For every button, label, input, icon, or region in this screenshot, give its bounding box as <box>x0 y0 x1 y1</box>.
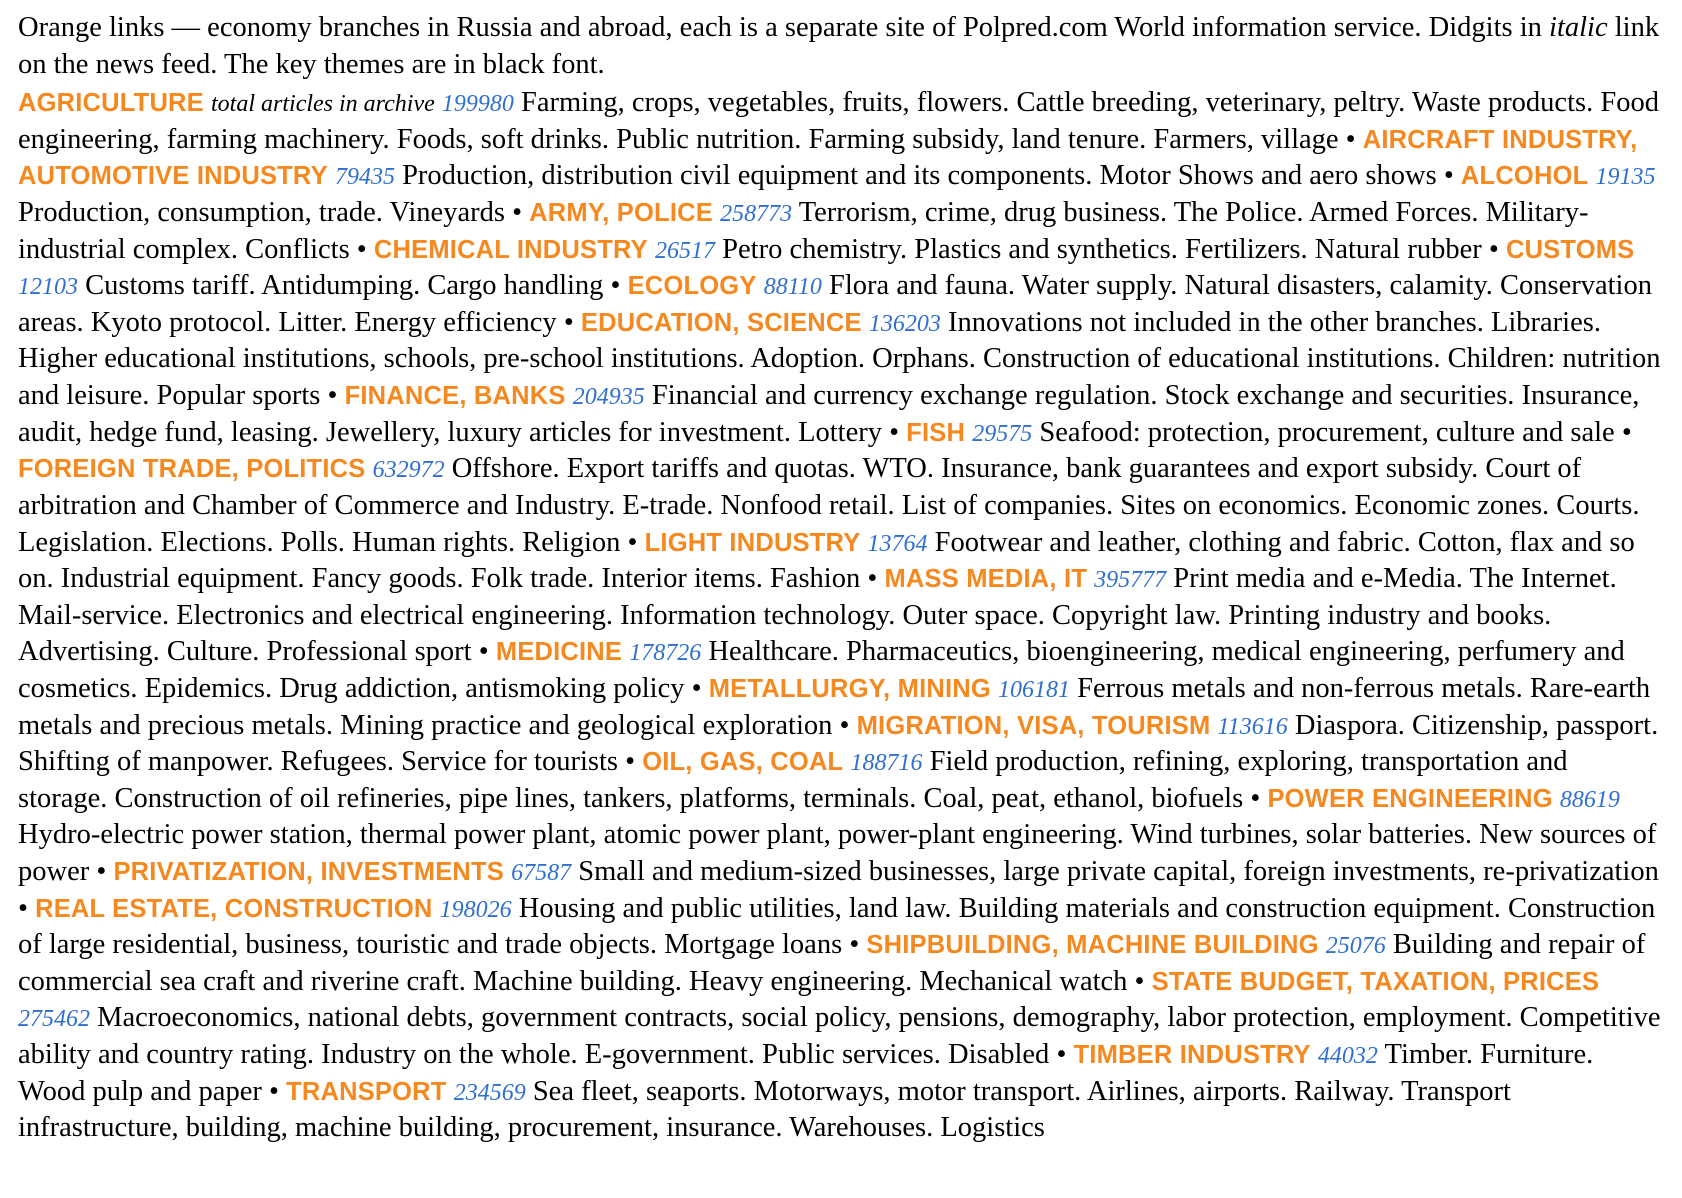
branch-link[interactable]: MIGRATION, VISA, TOURISM <box>856 711 1211 740</box>
branch-article-count[interactable]: 632972 <box>372 457 445 484</box>
branch-description: Footwear and leather, clothing and fabric. Cotton, flax and so on. Industrial equipment. Fancy goods. Folk trade. Interior items. Fashion <box>18 526 1635 595</box>
intro-text-part1: Orange links — economy branches in Russia and abroad, each is a separate site of Polpred.com World information service. Didgits in <box>18 12 1550 43</box>
branch-description: Small and medium-sized businesses, large private capital, foreign investments, re-privatization <box>578 856 1659 888</box>
branch-description: Macroeconomics, national debts, government contracts, social policy, pensions, demography, labor protection, employment. Competitive ability and country rating. Industry on the whole. E-government. Public services. Disabled <box>18 1002 1661 1071</box>
branch-list <box>18 85 1664 1147</box>
branch-separator: • <box>603 270 628 302</box>
branch-separator: • <box>842 929 867 961</box>
branch-article-count[interactable]: 113616 <box>1217 713 1288 740</box>
branch-article-count[interactable]: 234569 <box>453 1079 526 1106</box>
branch-article-count[interactable]: 79435 <box>334 164 395 191</box>
branch-description: Seafood: protection, procurement, culture and sale <box>1039 416 1615 448</box>
branch-article-count[interactable]: 19135 <box>1595 164 1656 191</box>
branch-link[interactable]: CUSTOMS <box>1505 235 1635 264</box>
branch-description: Field production, refining, exploring, transportation and storage. Construction of oil refineries, pipe lines, tankers, platforms, terminals. Coal, peat, ethanol, biofuels <box>18 746 1568 814</box>
branch-separator: • <box>1338 123 1363 155</box>
branch-separator: • <box>1481 233 1506 265</box>
branch-link[interactable]: PRIVATIZATION, INVESTMENTS <box>113 858 505 887</box>
branch-separator: • <box>881 416 907 448</box>
branch-description: Customs tariff. Antidumping. Cargo handling <box>85 270 604 302</box>
branch-description: Sea fleet, seaports. Motorways, motor transport. Airlines, airports. Railway. Transport infrastructure, building, machine building, procurement, insurance. Warehouses. Logistics <box>18 1075 1511 1144</box>
branch-description: Production, consumption, trade. Vineyards <box>18 197 505 229</box>
branch-link[interactable]: EDUCATION, SCIENCE <box>580 308 862 337</box>
branch-article-count[interactable]: 12103 <box>18 274 78 301</box>
branch-description: Farming, crops, vegetables, fruits, flowers. Cattle breeding, veterinary, peltry. Waste products. Food engineering, farming machinery. Foods, soft drinks. Public nutrition. Farming subsidy, land tenure. Farmers, village <box>18 87 1659 155</box>
branch-link[interactable]: TIMBER INDUSTRY <box>1073 1041 1311 1070</box>
branch-article-count[interactable]: 178726 <box>629 640 702 667</box>
branch-link[interactable]: LIGHT INDUSTRY <box>644 528 861 557</box>
branch-separator: • <box>1436 160 1461 192</box>
branch-article-count[interactable]: 44032 <box>1317 1043 1378 1070</box>
branch-article-count[interactable]: 29575 <box>972 420 1033 447</box>
branch-article-count[interactable]: 198026 <box>439 896 512 923</box>
branch-link[interactable]: REAL ESTATE, CONSTRUCTION <box>35 894 433 923</box>
branch-description: Ferrous metals and non-ferrous metals. Rare-earth metals and precious metals. Mining practice and geological exploration <box>18 672 1651 741</box>
branch-separator: • <box>18 892 36 924</box>
branch-description: Petro chemistry. Plastics and synthetics. Fertilizers. Natural rubber <box>722 233 1482 265</box>
intro-paragraph <box>18 10 1664 83</box>
branch-description: Offshore. Export tariffs and quotas. WTO. Insurance, bank guarantees and export subsidy. Court of arbitration and Chamber of Commerce and Industry. E-trade. Nonfood retail. List of companies. Sites on economics. Economic zones. Courts. Legislation. Elections. Polls. Human rights. Religion <box>18 453 1640 558</box>
branch-link[interactable]: MASS MEDIA, IT <box>884 565 1088 594</box>
branch-separator: • <box>471 636 496 668</box>
branch-link[interactable]: POWER ENGINEERING <box>1267 784 1553 813</box>
branch-description: Timber. Furniture. Wood pulp and paper <box>18 1039 1594 1107</box>
branch-separator: • <box>349 233 374 265</box>
branch-separator: • <box>617 746 643 778</box>
branch-link[interactable]: OIL, GAS, COAL <box>642 748 844 777</box>
branch-separator: • <box>1127 965 1152 997</box>
branch-separator: • <box>620 526 645 558</box>
branch-separator: • <box>320 380 345 412</box>
total-articles-label: total articles in archive <box>211 91 435 118</box>
branch-article-count[interactable]: 88619 <box>1559 786 1620 813</box>
branch-separator: • <box>1243 782 1268 814</box>
branch-article-count[interactable]: 13764 <box>867 530 928 557</box>
branch-link[interactable]: CHEMICAL INDUSTRY <box>373 235 648 264</box>
branch-link[interactable]: FISH <box>906 418 966 447</box>
branch-separator: • <box>860 563 885 595</box>
branch-link[interactable]: MEDICINE <box>495 638 623 667</box>
intro-text-part2: link on the news feed. The key themes are in black font. <box>18 12 1660 80</box>
branch-link[interactable]: FINANCE, BANKS <box>344 382 566 411</box>
branch-article-count[interactable]: 25076 <box>1325 933 1386 960</box>
branch-separator: • <box>556 306 581 338</box>
branch-description: Flora and fauna. Water supply. Natural disasters, calamity. Conservation areas. Kyoto protocol. Litter. Energy efficiency <box>18 270 1652 338</box>
branch-separator: • <box>89 856 114 888</box>
branch-article-count[interactable]: 275462 <box>18 1006 90 1033</box>
branch-article-count[interactable]: 204935 <box>572 384 645 411</box>
branch-description: Print media and e-Media. The Internet. Mail-service. Electronics and electrical engineering. Information technology. Outer space. Copyright law. Printing industry and books. Advertising. Culture. Professional sport <box>18 563 1617 668</box>
branch-description: Hydro-electric power station, thermal power plant, atomic power plant, power-plant engineering. Wind turbines, solar batteries. New sources of power <box>18 819 1657 888</box>
branch-separator: • <box>684 672 709 704</box>
branch-article-count[interactable]: 67587 <box>511 860 572 887</box>
branch-description: Healthcare. Pharmaceutics, bioengineering, medical engineering, perfumery and cosmetics. Epidemics. Drug addiction, antismoking policy <box>18 636 1625 704</box>
branch-description: Diaspora. Citizenship, passport. Shifting of manpower. Refugees. Service for tourists <box>18 709 1659 778</box>
branch-article-count[interactable]: 395777 <box>1094 567 1167 594</box>
branch-separator: • <box>1049 1039 1074 1071</box>
intro-italic-word: italic <box>1549 12 1608 43</box>
branch-separator: • <box>261 1075 287 1107</box>
branch-article-count[interactable]: 106181 <box>998 676 1071 703</box>
branch-description: Terrorism, crime, drug business. The Police. Armed Forces. Military-industrial complex. Conflicts <box>18 197 1589 265</box>
branch-link[interactable]: AIRCRAFT INDUSTRY, AUTOMOTIVE INDUSTRY <box>18 125 1638 191</box>
branch-article-count[interactable]: 258773 <box>720 201 793 228</box>
branch-article-count[interactable]: 26517 <box>655 237 716 264</box>
branch-separator: • <box>504 197 530 229</box>
branch-link[interactable]: FOREIGN TRADE, POLITICS <box>18 455 366 484</box>
branch-separator: • <box>832 709 857 741</box>
branch-article-count[interactable]: 188716 <box>850 750 923 777</box>
branch-description: Innovations not included in the other branches. Libraries. Higher educational institutions, schools, pre-school institutions. Adoption. Orphans. Construction of educational institutions. Children: nutrition and leisure. Popular sports <box>18 306 1661 412</box>
branch-link[interactable]: ARMY, POLICE <box>529 199 713 228</box>
branch-description: Housing and public utilities, land law. Building materials and construction equipment. Construction of large residential, business, touristic and trade objects. Mortgage loans <box>18 892 1656 961</box>
branch-link[interactable]: ECOLOGY <box>627 272 757 301</box>
branch-description: Financial and currency exchange regulation. Stock exchange and securities. Insurance, audit, hedge fund, leasing. Jewellery, luxury articles for investment. Lottery <box>18 380 1640 448</box>
branch-separator: • <box>1614 416 1632 448</box>
branch-article-count[interactable]: 199980 <box>441 91 514 118</box>
branch-article-count[interactable]: 88110 <box>763 274 822 301</box>
branch-description: Production, distribution civil equipment and its components. Motor Shows and aero shows <box>402 160 1437 192</box>
branch-link[interactable]: ALCOHOL <box>1460 162 1589 191</box>
branch-link[interactable]: METALLURGY, MINING <box>708 674 991 703</box>
branch-description: Building and repair of commercial sea craft and riverine craft. Machine building. Heavy engineering. Mechanical watch <box>18 929 1646 997</box>
branch-link[interactable]: SHIPBUILDING, MACHINE BUILDING <box>866 931 1319 960</box>
branch-link[interactable]: TRANSPORT <box>286 1077 447 1106</box>
branch-article-count[interactable]: 136203 <box>868 310 941 337</box>
branch-link[interactable]: AGRICULTURE <box>18 89 204 118</box>
branch-link[interactable]: STATE BUDGET, TAXATION, PRICES <box>1151 967 1600 996</box>
